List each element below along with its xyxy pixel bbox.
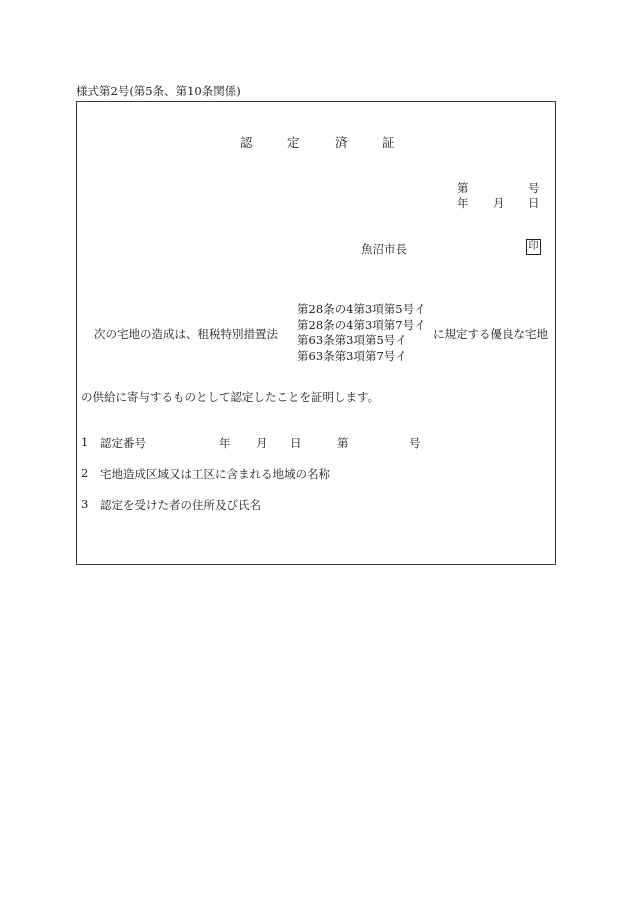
body-tail-text: に規定する優良な宅地	[433, 327, 548, 341]
item-2-label: 宅地造成区域又は工区に含まれる地域の名称	[100, 467, 330, 481]
issue-date-year: 年	[457, 196, 469, 210]
item-1-month: 月	[256, 436, 268, 450]
item-1-no-suffix: 号	[409, 436, 421, 450]
title-char-3: 済	[335, 135, 348, 150]
seal-mark: 印	[526, 239, 541, 255]
item-1-number: 1	[81, 435, 89, 449]
law-ref-item: 第63条第3項第5号イ	[297, 333, 407, 348]
issue-date-day: 日	[528, 196, 540, 210]
certificate-number-suffix: 号	[528, 181, 540, 195]
item-2-number: 2	[81, 466, 89, 480]
item-1-day: 日	[290, 436, 302, 450]
body-continuation-text: の供給に寄与するものとして認定したことを証明します。	[81, 390, 380, 404]
item-1-year: 年	[219, 436, 231, 450]
issue-date-month: 月	[493, 196, 505, 210]
item-1-no-prefix: 第	[337, 436, 349, 450]
item-3-number: 3	[81, 497, 89, 511]
title-char-2: 定	[287, 135, 300, 150]
law-references	[297, 302, 426, 364]
body-lead-text: 次の宅地の造成は、租税特別措置法	[94, 327, 278, 341]
law-ref-item: 第28条の4第3項第7号イ	[297, 317, 426, 332]
issuer-name: 魚沼市長	[361, 242, 407, 256]
title-char-1: 認	[240, 135, 253, 150]
form-number-label: 様式第2号(第5条、第10条関係)	[76, 84, 241, 98]
item-1-label: 認定番号	[100, 436, 146, 450]
title-char-4: 証	[382, 135, 395, 150]
certificate-number-prefix: 第	[457, 181, 469, 195]
item-3-label: 認定を受けた者の住所及び氏名	[100, 498, 261, 512]
law-ref-item: 第28条の4第3項第5号イ	[297, 302, 426, 316]
law-ref-item: 第63条第3項第7号イ	[297, 348, 407, 363]
